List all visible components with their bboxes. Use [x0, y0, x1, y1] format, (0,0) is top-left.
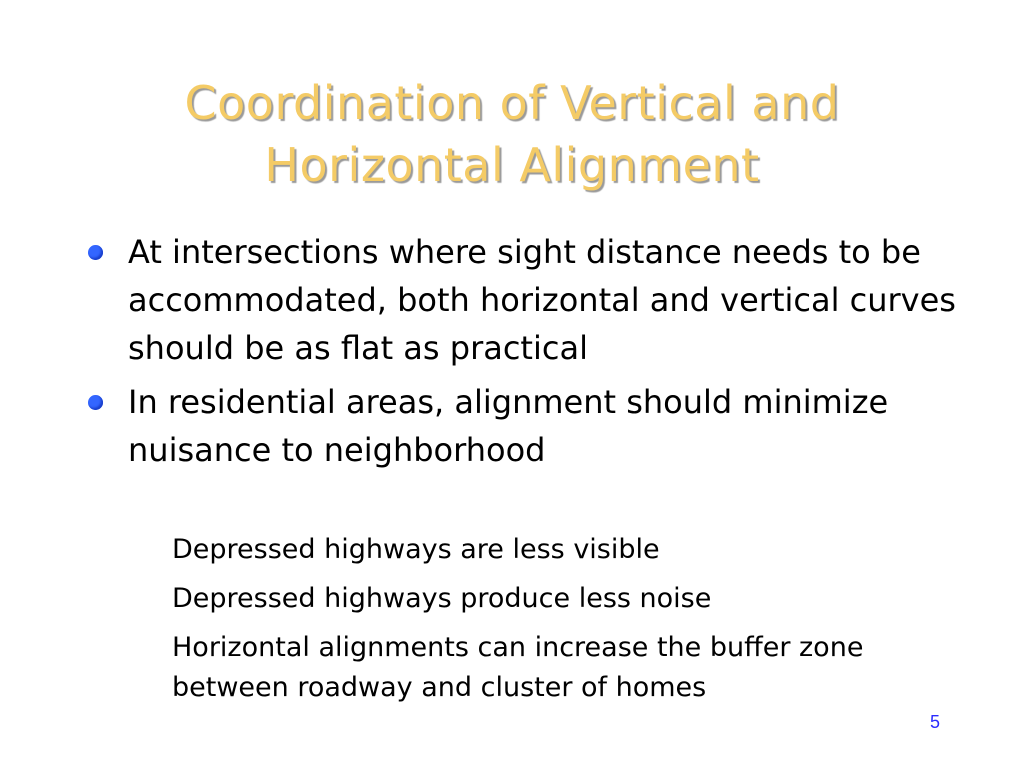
round-bullet-icon: [88, 395, 103, 410]
sub-bullet-item-1: Depressed highways are less visible: [172, 534, 660, 565]
sub-bullet-item-3: Horizontal alignments can increase the buffer zone between roadway and cluster of homes: [172, 632, 864, 703]
sub-bullet-list: [172, 530, 932, 717]
slide-title: [60, 72, 964, 196]
slide-title-line-2: Horizontal Alignment: [264, 138, 760, 192]
page-number: 5: [929, 712, 940, 732]
bullet-text: In residential areas, alignment should minimize nuisance to neighborhood: [128, 383, 889, 469]
round-bullet-icon: [88, 245, 103, 260]
bullet-item-1: [88, 228, 968, 372]
slide-title-line-1: Coordination of Vertical and: [184, 76, 840, 130]
bullet-list: [88, 228, 968, 480]
bullet-item-2: [88, 378, 968, 474]
sub-bullet-item-2: Depressed highways produce less noise: [172, 583, 712, 614]
bullet-text: At intersections where sight distance needs to be accommodated, both horizontal and vertical curves should be as flat as practical: [128, 233, 956, 367]
